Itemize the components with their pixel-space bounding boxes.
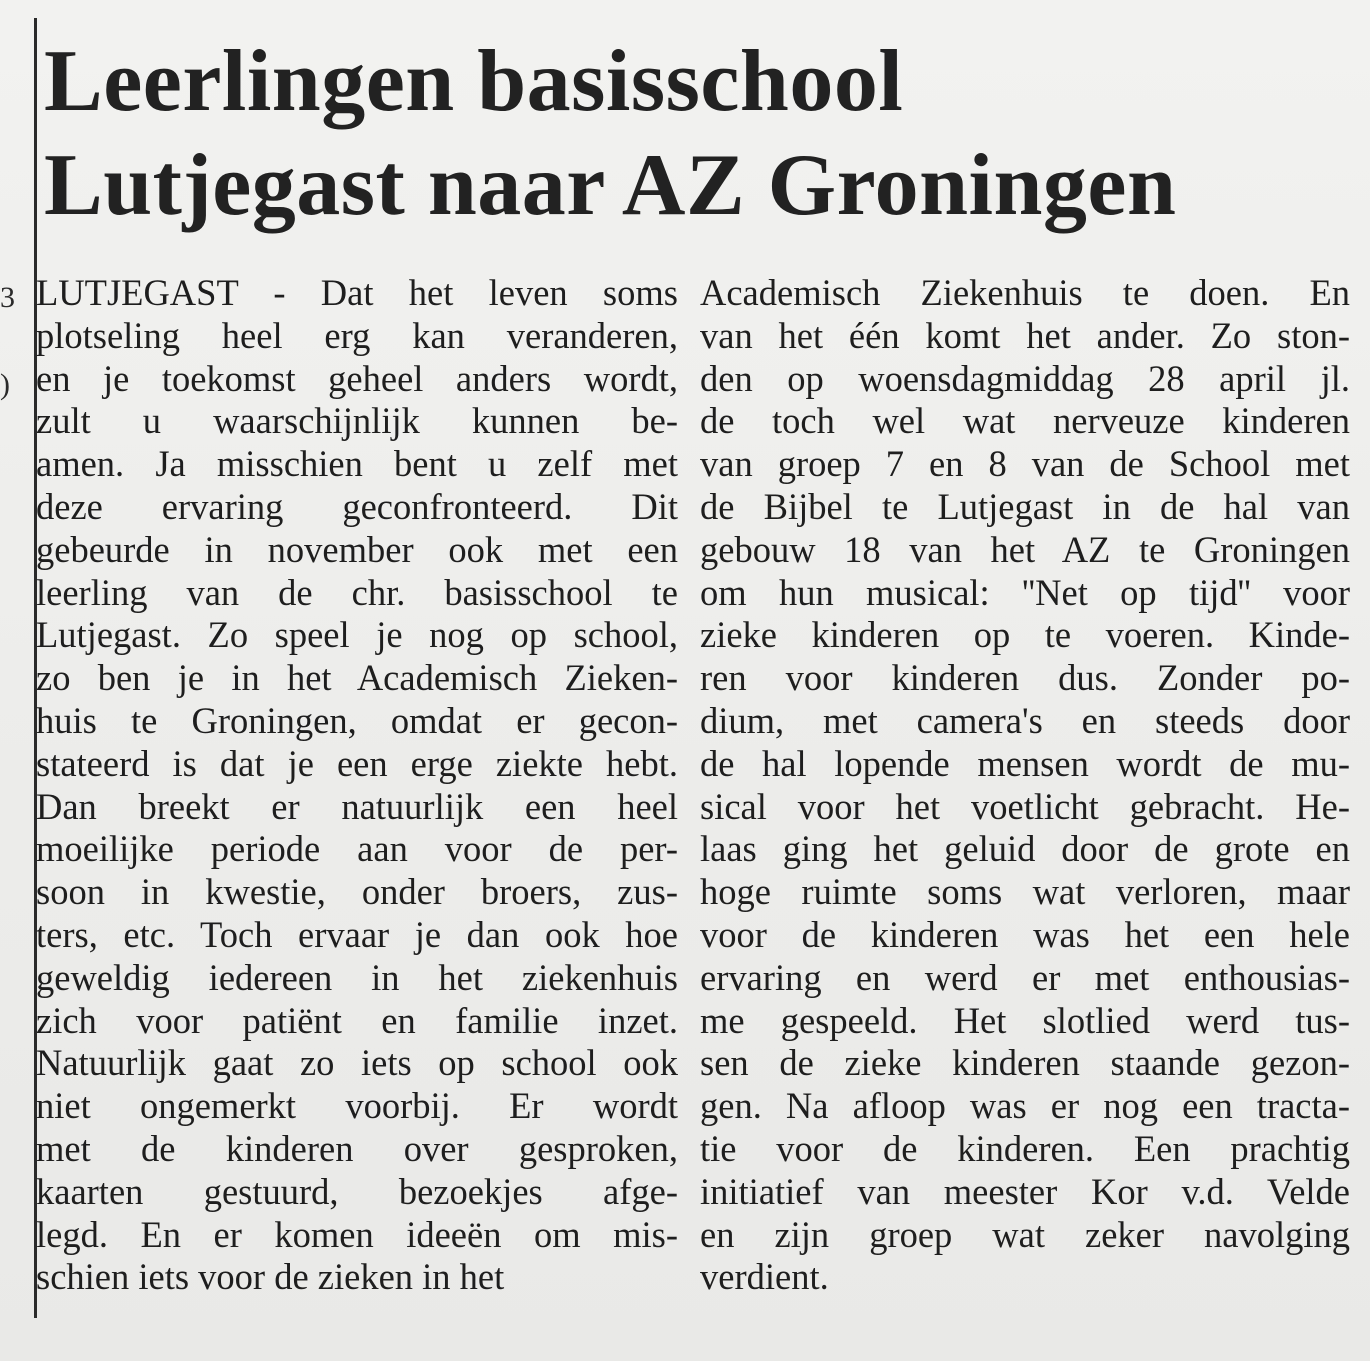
- text-line: soon in kwestie, onder broers, zus-: [36, 871, 678, 913]
- text-line: schien iets voor de zieken in het: [36, 1256, 505, 1298]
- text-line: plotseling heel erg kan veranderen,: [36, 314, 678, 356]
- text-line: van het één komt het ander. Zo ston-: [700, 314, 1350, 356]
- text-line: deze ervaring geconfronteerd. Dit: [36, 485, 678, 527]
- text-line: LUTJEGAST - Dat het leven soms: [36, 272, 678, 313]
- text-line: den op woensdagmiddag 28 april jl.: [700, 357, 1350, 399]
- text-line: kaarten gestuurd, bezoekjes afge-: [36, 1170, 678, 1212]
- text-line: moeilijke periode aan voor de per-: [36, 828, 678, 870]
- text-line: met de kinderen over gesproken,: [36, 1127, 678, 1169]
- text-line: niet ongemerkt voorbij. Er wordt: [36, 1085, 678, 1127]
- article-left-column: [36, 272, 678, 1299]
- text-line: van groep 7 en 8 van de School met: [700, 443, 1350, 485]
- text-line: huis te Groningen, omdat er gecon-: [36, 699, 678, 741]
- text-line: en je toekomst geheel anders wordt,: [36, 357, 678, 399]
- text-line: tie voor de kinderen. Een prachtig: [700, 1127, 1350, 1169]
- text-line: geweldig iedereen in het ziekenhuis: [36, 956, 678, 998]
- text-line: gen. Na afloop was er nog een tracta-: [700, 1085, 1350, 1127]
- text-line: Lutjegast. Zo speel je nog op school,: [36, 614, 678, 656]
- text-line: zo ben je in het Academisch Zieken-: [36, 657, 678, 699]
- text-line: sical voor het voetlicht gebracht. He-: [700, 785, 1350, 827]
- text-line: voor de kinderen was het een hele: [700, 913, 1350, 955]
- text-line: om hun musical: ''Net op tijd'' voor: [700, 571, 1350, 613]
- headline-line: Leerlingen basisschool: [44, 33, 904, 130]
- text-line: zieke kinderen op te voeren. Kinde-: [700, 614, 1350, 656]
- text-line: ters, etc. Toch ervaar je dan ook hoe: [36, 913, 678, 955]
- text-line: hoge ruimte soms wat verloren, maar: [700, 871, 1350, 913]
- text-line: Natuurlijk gaat zo iets op school ook: [36, 1042, 678, 1084]
- article-right-column: [700, 272, 1350, 1299]
- text-line: me gespeeld. Het slotlied werd tus-: [700, 999, 1350, 1041]
- text-line: gebouw 18 van het AZ te Groningen: [700, 528, 1350, 570]
- text-line: Dan breekt er natuurlijk een heel: [36, 785, 678, 827]
- text-line: zich voor patiënt en familie inzet.: [36, 999, 678, 1041]
- text-line: stateerd is dat je een erge ziekte hebt.: [36, 742, 678, 784]
- edge-mark: ): [0, 368, 10, 401]
- text-line: ren voor kinderen dus. Zonder po-: [700, 657, 1350, 699]
- text-line: zult u waarschijnlijk kunnen be-: [36, 400, 678, 442]
- text-line: leerling van de chr. basisschool te: [36, 571, 678, 613]
- text-line: gebeurde in november ook met een: [36, 528, 678, 570]
- text-line: de hal lopende mensen wordt de mu-: [700, 742, 1350, 784]
- text-line: dium, met camera's en steeds door: [700, 699, 1350, 741]
- article-headline: [44, 30, 1354, 238]
- text-line: de toch wel wat nerveuze kinderen: [700, 400, 1350, 442]
- text-line: initiatief van meester Kor v.d. Velde: [700, 1170, 1350, 1212]
- text-line: legd. En er komen ideeën om mis-: [36, 1213, 678, 1255]
- headline-line: Lutjegast naar AZ Groningen: [44, 137, 1177, 234]
- edge-mark: 3: [0, 281, 15, 314]
- text-line: laas ging het geluid door de grote en: [700, 828, 1350, 870]
- text-line: sen de zieke kinderen staande gezon-: [700, 1042, 1350, 1084]
- text-line: amen. Ja misschien bent u zelf met: [36, 443, 678, 485]
- text-line: Academisch Ziekenhuis te doen. En: [700, 272, 1350, 313]
- text-line: ervaring en werd er met enthousias-: [700, 956, 1350, 998]
- text-line: verdient.: [700, 1256, 829, 1298]
- text-line: de Bijbel te Lutjegast in de hal van: [700, 485, 1350, 527]
- text-line: en zijn groep wat zeker navolging: [700, 1213, 1350, 1255]
